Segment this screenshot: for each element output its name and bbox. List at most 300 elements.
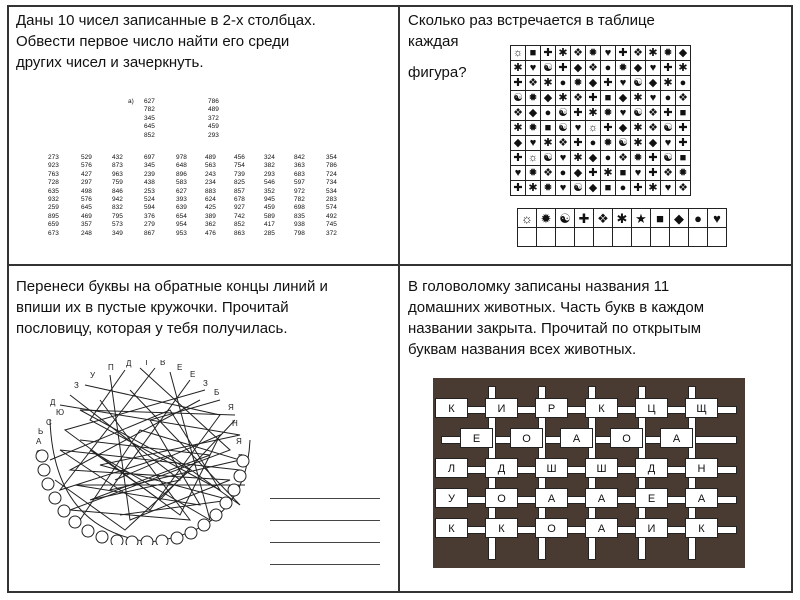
letter-label: Б	[214, 388, 220, 397]
number: 978	[176, 154, 187, 161]
figure-cell: ✚	[646, 166, 661, 181]
number: 239	[144, 170, 155, 178]
puzzle-letter-cell: О	[485, 488, 518, 508]
empty-letter-circle[interactable]	[141, 536, 153, 545]
figure-table-row	[511, 121, 691, 136]
figure-cell: ❖	[511, 106, 526, 121]
number: 293	[264, 170, 275, 178]
figure-cell: ✱	[556, 46, 571, 61]
number: 835	[294, 212, 305, 220]
figure-cell: ❖	[646, 121, 661, 136]
answer-line-1[interactable]	[270, 498, 380, 499]
empty-letter-circle[interactable]	[38, 464, 50, 476]
animal-word-puzzle	[433, 378, 745, 568]
figure-cell: ✱	[661, 76, 676, 91]
puzzle-letter-cell: К	[435, 518, 468, 538]
pair-left-4: 852	[144, 131, 155, 139]
figure-cell: ☯	[661, 151, 676, 166]
figure-cell: ☯	[541, 151, 556, 166]
figure-cell: ✚	[661, 106, 676, 121]
figure-cell: ✚	[676, 121, 691, 136]
number-column-3	[112, 154, 123, 238]
figure-cell: ●	[556, 76, 571, 91]
figure-cell: ✚	[601, 121, 616, 136]
number-column-9	[294, 154, 305, 238]
puzzle-letter-cell: А	[585, 488, 618, 508]
figure-cell: ✱	[511, 121, 526, 136]
figure-table-row	[511, 46, 691, 61]
number: 476	[205, 229, 216, 237]
number: 576	[81, 162, 92, 170]
puzzle-letter-cell: О	[510, 428, 543, 448]
figure-cell: ☯	[661, 121, 676, 136]
number: 635	[48, 187, 59, 195]
number: 489	[205, 154, 216, 161]
figure-cell: ☯	[571, 181, 586, 196]
figure-cell: ♥	[661, 181, 676, 196]
task-3-text: Перенеси буквы на обратные концы линий и впиши их в пустые кружочки. Прочитай пословицу, которая у тебя получилась.	[16, 278, 328, 337]
empty-letter-circle[interactable]	[36, 450, 48, 462]
figure-cell: ◆	[571, 166, 586, 181]
puzzle-letter-cell: Д	[485, 458, 518, 478]
figure-cell: ■	[541, 121, 556, 136]
figure-table-row	[511, 91, 691, 106]
figure-cell: ●	[586, 136, 601, 151]
empty-letter-circle[interactable]	[111, 535, 123, 545]
figure-cell: ✱	[631, 136, 646, 151]
figure-cell: ●	[661, 91, 676, 106]
figure-cell: ✹	[661, 46, 676, 61]
figure-cell: ✚	[616, 46, 631, 61]
figure-cell: ◆	[511, 136, 526, 151]
figure-cell: ✚	[571, 136, 586, 151]
number: 673	[48, 229, 59, 237]
empty-letter-circle[interactable]	[237, 455, 249, 467]
figure-cell: ✹	[676, 166, 691, 181]
figure-cell: ●	[556, 166, 571, 181]
number: 297	[81, 179, 92, 187]
puzzle-letter-cell: А	[560, 428, 593, 448]
figure-cell: ✚	[571, 106, 586, 121]
figure-cell: ◆	[586, 151, 601, 166]
figure-cell: ❖	[541, 166, 556, 181]
pair-right-2: 372	[208, 114, 219, 122]
letter-label: Е	[190, 370, 196, 379]
figure-cell: ✹	[616, 61, 631, 76]
legend-symbol: ♥	[708, 209, 727, 228]
figure-cell: ♥	[556, 181, 571, 196]
number: 529	[81, 154, 92, 161]
figure-cell: ✱	[511, 61, 526, 76]
figure-cell: ♥	[526, 136, 541, 151]
legend-symbol: ●	[689, 209, 708, 228]
figure-cell: ■	[526, 46, 541, 61]
figure-cell: ☼	[586, 121, 601, 136]
figure-cell: ❖	[676, 91, 691, 106]
figure-cell: ✚	[511, 151, 526, 166]
number: 253	[144, 187, 155, 195]
number: 842	[294, 154, 305, 161]
number: 659	[48, 221, 59, 229]
figure-cell: ♥	[526, 61, 541, 76]
empty-letter-circle[interactable]	[156, 535, 168, 545]
number: 759	[112, 179, 123, 187]
number: 279	[144, 221, 155, 229]
figure-cell: ✹	[526, 91, 541, 106]
figure-cell: ■	[601, 181, 616, 196]
number: 352	[264, 187, 275, 195]
empty-letter-circle[interactable]	[185, 527, 197, 539]
figure-cell: ☯	[631, 76, 646, 91]
figure-cell: ◆	[646, 76, 661, 91]
figure-table-row	[511, 166, 691, 181]
task-2-line-3: фигура?	[408, 64, 467, 81]
number: 432	[112, 154, 123, 161]
pair-left-column	[144, 98, 155, 140]
figure-cell: ♥	[631, 166, 646, 181]
empty-letter-circle[interactable]	[220, 497, 232, 509]
figure-cell: ✱	[526, 181, 541, 196]
figure-cell: ✚	[556, 61, 571, 76]
puzzle-letter-cell: К	[435, 398, 468, 418]
puzzle-letter-cell: А	[535, 488, 568, 508]
answer-count-cell[interactable]	[670, 228, 689, 247]
task-1-text: Даны 10 чисел записанные в 2-х столбцах. Обвести первое число найти его среди других чисел и зачеркнуть.	[16, 12, 316, 71]
puzzle-letter-cell: У	[435, 488, 468, 508]
figure-cell: ♥	[661, 136, 676, 151]
number: 425	[205, 204, 216, 212]
figure-cell: ❖	[676, 181, 691, 196]
answer-line-4[interactable]	[270, 564, 380, 565]
figure-table-row	[511, 181, 691, 196]
figure-cell: ✱	[541, 76, 556, 91]
figure-cell: ☯	[511, 91, 526, 106]
figure-cell: ✱	[556, 91, 571, 106]
puzzle-letter-cell: Н	[685, 458, 718, 478]
legend-symbol: ★	[632, 209, 651, 228]
number: 724	[326, 170, 337, 178]
figure-cell: ■	[601, 91, 616, 106]
number: 927	[234, 204, 245, 212]
number: 923	[48, 162, 59, 170]
empty-letter-circle[interactable]	[96, 531, 108, 543]
number: 576	[81, 196, 92, 204]
answer-line-2[interactable]	[270, 520, 380, 521]
legend-symbol: ☯	[556, 209, 575, 228]
number: 846	[112, 187, 123, 195]
number-column-8	[264, 154, 275, 238]
number: 786	[326, 162, 337, 170]
number: 563	[205, 162, 216, 170]
number: 427	[81, 170, 92, 178]
figure-cell: ✚	[601, 76, 616, 91]
puzzle-letter-cell: А	[660, 428, 693, 448]
figure-cell: ✱	[541, 136, 556, 151]
empty-letter-circle[interactable]	[42, 478, 54, 490]
number: 795	[112, 212, 123, 220]
figure-cell: ✚	[631, 181, 646, 196]
number-column-6	[205, 154, 216, 238]
number: 972	[294, 187, 305, 195]
figure-cell: ✱	[646, 46, 661, 61]
figure-cell: ✚	[541, 46, 556, 61]
puzzle-letter-cell: О	[535, 518, 568, 538]
number: 832	[112, 204, 123, 212]
figure-cell: ✚	[511, 181, 526, 196]
number: 534	[326, 187, 337, 195]
puzzle-letter-cell: К	[685, 518, 718, 538]
empty-letter-circle[interactable]	[210, 509, 222, 521]
figure-cell: ☯	[556, 121, 571, 136]
number: 873	[112, 162, 123, 170]
answer-count-cell[interactable]	[575, 228, 594, 247]
task-4-text: В головоломку записаны названия 11 домашних животных. Часть букв в каждом названии закрыта. Прочитай по открытым буквам названия всех животных.	[408, 278, 705, 358]
number-column-5	[176, 154, 187, 238]
number-pair-block	[128, 98, 248, 150]
figure-cell: ✹	[601, 136, 616, 151]
number: 825	[234, 179, 245, 187]
figure-cell: ✹	[526, 166, 541, 181]
empty-letter-circle[interactable]	[234, 470, 246, 482]
number: 739	[234, 170, 245, 178]
letter-label: В	[160, 360, 166, 367]
number: 354	[326, 154, 337, 161]
puzzle-letter-cell: Щ	[685, 398, 718, 418]
figure-cell: ❖	[571, 91, 586, 106]
empty-letter-circle[interactable]	[49, 492, 61, 504]
task-2-line-1: Сколько раз встречается в таблице	[408, 12, 655, 29]
number: 938	[294, 221, 305, 229]
number: 438	[144, 179, 155, 187]
figure-cell: ♥	[646, 61, 661, 76]
figure-cell: ●	[541, 106, 556, 121]
number: 417	[264, 221, 275, 229]
figure-cell: ☯	[541, 61, 556, 76]
figure-cell: ❖	[586, 61, 601, 76]
number: 857	[234, 187, 245, 195]
number: 954	[176, 221, 187, 229]
number: 852	[234, 221, 245, 229]
figure-table-row	[511, 106, 691, 121]
figure-cell: ❖	[661, 166, 676, 181]
number: 243	[205, 170, 216, 178]
letter-label: Т	[144, 360, 149, 367]
empty-letter-circle[interactable]	[198, 519, 210, 531]
number: 248	[81, 229, 92, 237]
letter-label: Ю	[56, 408, 65, 417]
figure-cell: ☼	[511, 46, 526, 61]
figure-cell: ✹	[571, 76, 586, 91]
empty-letter-circle[interactable]	[58, 505, 70, 517]
number: 357	[81, 221, 92, 229]
puzzle-letter-cell: Е	[460, 428, 493, 448]
number: 597	[294, 179, 305, 187]
figure-cell: ◆	[541, 91, 556, 106]
number: 698	[294, 204, 305, 212]
number: 456	[234, 154, 245, 161]
number: 389	[205, 212, 216, 220]
letter-label: Я	[236, 437, 242, 446]
number: 945	[264, 196, 275, 204]
number: 349	[112, 229, 123, 237]
answer-count-cell[interactable]	[556, 228, 575, 247]
answer-count-cell[interactable]	[537, 228, 556, 247]
letter-label: Ь	[38, 427, 44, 436]
number-column-7	[234, 154, 245, 238]
figure-cell: ✹	[631, 151, 646, 166]
figure-cell: ❖	[571, 46, 586, 61]
figure-cell: ●	[601, 151, 616, 166]
letter-label: Н	[232, 419, 238, 428]
empty-letter-circle[interactable]	[171, 532, 183, 544]
pair-right-column	[208, 98, 219, 140]
number: 639	[176, 204, 187, 212]
number: 273	[48, 154, 59, 161]
figure-cell: ☯	[616, 136, 631, 151]
empty-letter-circle[interactable]	[69, 516, 81, 528]
legend-symbol: ◆	[670, 209, 689, 228]
answer-count-cell[interactable]	[708, 228, 727, 247]
figure-cell: ◆	[586, 76, 601, 91]
figure-cell: ❖	[631, 46, 646, 61]
number: 942	[112, 196, 123, 204]
figure-cell: ♥	[571, 121, 586, 136]
answer-count-cell[interactable]	[594, 228, 613, 247]
number: 654	[176, 212, 187, 220]
figure-cell: ◆	[616, 91, 631, 106]
legend-symbol: ✚	[575, 209, 594, 228]
answer-count-cell[interactable]	[651, 228, 670, 247]
pair-left-1: 782	[144, 106, 155, 114]
figure-cell: ✱	[571, 151, 586, 166]
number: 745	[326, 221, 337, 229]
letter-label: У	[90, 371, 96, 380]
figure-cell: ✚	[511, 76, 526, 91]
number: 382	[264, 162, 275, 170]
figure-cell: ✱	[646, 181, 661, 196]
number: 362	[205, 221, 216, 229]
pair-right-4: 293	[208, 131, 219, 139]
number-column-4	[144, 154, 155, 238]
figure-cell: ✚	[646, 151, 661, 166]
proverb-diagram	[30, 360, 270, 545]
puzzle-letter-cell: К	[485, 518, 518, 538]
figure-cell: ♥	[511, 166, 526, 181]
figure-cell: ✱	[631, 91, 646, 106]
figure-cell: ◆	[526, 106, 541, 121]
number: 697	[144, 154, 155, 161]
puzzle-letter-cell: Ш	[585, 458, 618, 478]
number: 574	[326, 204, 337, 212]
empty-letter-circle[interactable]	[82, 525, 94, 537]
vertical-divider	[398, 5, 400, 593]
number: 546	[264, 179, 275, 187]
puzzle-letter-cell: К	[585, 398, 618, 418]
figure-cell: ◆	[571, 61, 586, 76]
number: 393	[176, 196, 187, 204]
answer-count-cell[interactable]	[518, 228, 537, 247]
legend-symbol: ✱	[613, 209, 632, 228]
number: 345	[144, 162, 155, 170]
number-column-1	[48, 154, 59, 238]
number: 627	[176, 187, 187, 195]
figure-cell: ♥	[616, 76, 631, 91]
number: 285	[264, 229, 275, 237]
figure-cell: ♥	[556, 151, 571, 166]
figure-table-row	[511, 151, 691, 166]
figure-cell: ✱	[586, 106, 601, 121]
figure-cell: ☯	[556, 106, 571, 121]
empty-letter-circle[interactable]	[126, 536, 138, 545]
number: 728	[48, 179, 59, 187]
letter-label: А	[36, 437, 42, 446]
number: 624	[205, 196, 216, 204]
figure-cell: ✹	[601, 106, 616, 121]
figure-cell: ❖	[526, 76, 541, 91]
number: 754	[234, 162, 245, 170]
pair-right-1: 489	[208, 106, 219, 114]
figure-cell: ♥	[616, 106, 631, 121]
number: 953	[176, 229, 187, 237]
figure-table-row	[511, 61, 691, 76]
answer-count-cell[interactable]	[632, 228, 651, 247]
number: 573	[112, 221, 123, 229]
pair-right-3: 459	[208, 123, 219, 131]
puzzle-letter-cell: Ц	[635, 398, 668, 418]
letter-label: З	[74, 381, 79, 390]
pair-right-0: 786	[208, 98, 219, 105]
number: 895	[48, 212, 59, 220]
number: 594	[144, 204, 155, 212]
number: 896	[176, 170, 187, 178]
answer-count-cell[interactable]	[689, 228, 708, 247]
pair-left-3: 645	[144, 123, 155, 131]
letter-label: Е	[177, 363, 183, 372]
figure-cell: ✱	[676, 61, 691, 76]
figure-cell: ☯	[631, 106, 646, 121]
figure-cell: ■	[676, 106, 691, 121]
answer-count-cell[interactable]	[613, 228, 632, 247]
puzzle-letter-cell: Е	[635, 488, 668, 508]
answer-line-3[interactable]	[270, 542, 380, 543]
number: 932	[48, 196, 59, 204]
puzzle-letter-cell: Д	[635, 458, 668, 478]
number: 734	[326, 179, 337, 187]
figure-cell: ✚	[586, 166, 601, 181]
number: 589	[264, 212, 275, 220]
number: 459	[264, 204, 275, 212]
figure-cell: ●	[616, 181, 631, 196]
number: 867	[144, 229, 155, 237]
empty-letter-circle[interactable]	[228, 484, 240, 496]
number-grid	[48, 154, 368, 248]
number: 963	[112, 170, 123, 178]
figure-cell: ●	[676, 76, 691, 91]
figure-cell: ☼	[526, 151, 541, 166]
number: 372	[326, 229, 337, 237]
figure-cell: ✹	[586, 46, 601, 61]
number: 234	[205, 179, 216, 187]
figure-cell: ■	[616, 166, 631, 181]
number: 678	[234, 196, 245, 204]
puzzle-letter-cell: А	[585, 518, 618, 538]
number: 863	[234, 229, 245, 237]
number-column-10	[326, 154, 337, 238]
figure-cell: ◆	[586, 181, 601, 196]
puzzle-letter-cell: О	[610, 428, 643, 448]
number: 683	[294, 170, 305, 178]
figure-cell: ❖	[616, 151, 631, 166]
